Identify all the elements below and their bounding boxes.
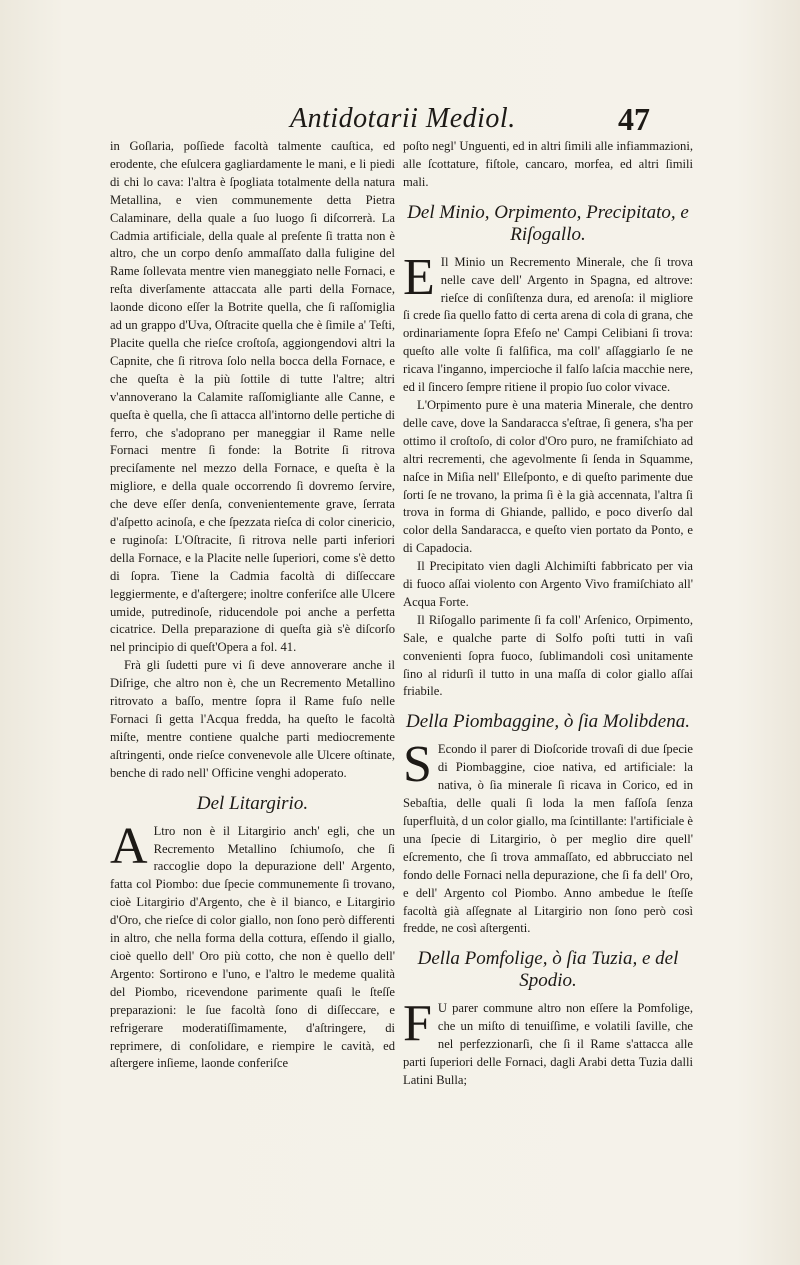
right-paragraph-5 xyxy=(403,736,693,938)
running-head xyxy=(0,101,800,141)
heading-piombaggine: Della Piombaggine, ò ſia Molibdena. xyxy=(406,711,690,733)
drop-cap: E xyxy=(403,248,435,306)
drop-cap: S xyxy=(403,736,432,794)
heading-minio: Del Minio, Orpimento, Precipitato, e Riſogallo. xyxy=(407,201,689,245)
right-paragraph-6-text: U parer commune altro non eſſere la Pomfolige, che un miſto di tenuiſſime, e volatili ſaville, che nel perfezzionarſi, che ſi il Rame s'attacca alle parti ſuperiori delle Fornaci, dagli Arabi detta Tuzia dalli Latini Bulla; xyxy=(403,1001,693,1087)
right-column xyxy=(403,138,693,1090)
left-paragraph-3-text: Ltro non è il Litargirio anch' egli, che un Recremento Metallino ſchiumoſo, che ſi raccoglie dopo la depurazione dell' Argento, fatta col Piombo: due ſpecie communemente ſi trovano, cioè Litargirio d'Argento, che è il bianco, e Litargirio d'Oro, che rieſce di color giallo, non ſono però differenti in altro, che nella forma della cottura, eſſendo il giallo, cioè quello dell' Oro più cotto, che non è quello dell' Argento: Sortirono e l'uno, e l'altro le medeme qualità del Piombo, ricevendone parimente quaſi le ſteſſe preparazioni: le ſue facoltà ſono di diſſeccare, e refrigerare moderatiſſimamente, d'aſtringere, di reprimere, di conſolidare, e riempire le cavità, ed aſtergere inſieme, laonde conferiſce xyxy=(110,823,395,1071)
heading-litargirio: Del Litargirio. xyxy=(196,792,309,814)
right-paragraph-3: Il Precipitato vien dagli Alchimiſti fabbricato per via di fuoco aſſai violento con Argento Vivo framiſchiato all' Acqua Forte. xyxy=(403,559,693,609)
right-paragraph-1 xyxy=(403,248,693,397)
left-paragraph-3 xyxy=(110,817,395,1074)
running-title: Antidotarii Mediol. xyxy=(290,103,516,134)
right-paragraph-4: Il Riſogallo parimente ſi fa coll' Arſenico, Orpimento, Sale, e qualche parte di Solfo poſti tutti in vaſi convenienti ſopra fuoco, ſublimandoli così unitamente ſino al ridurſi il tutto in una maſſa di color giallo aſſai friabile. xyxy=(403,612,693,699)
left-paragraph-2: Frà gli ſudetti pure vi ſi deve annoverare anche il Diſrige, che altro non è, che un Recremento Metallino ritrovato a baſſo, mentre ſopra il Rame fuſo nelle Fornaci ſi getta l'Acqua fredda, ha queſto le facoltà miſte, mentre contiene qualche parti mediocremente aſtringenti, onde rieſce convenevole alle Ulcere oſtinate, benche di rado nell' Officine venghi adoperato. xyxy=(110,658,395,780)
right-paragraph-6 xyxy=(403,995,693,1090)
drop-cap: A xyxy=(110,817,148,875)
right-paragraph-0: poſto negl' Unguenti, ed in altri ſimili alle infiammazioni, alle ſcottature, fiſtole, cancaro, morfea, ed altri ſimili mali. xyxy=(403,139,693,189)
right-paragraph-2: L'Orpimento pure è una materia Minerale, che dentro delle cave, dove la Sandaracca s'eſtrae, ſi genera, s'ha per ottimo il croſtoſo, di color d'Oro puro, ne framiſchiato ad altri recrementi, che agevolmente ſi ſenda in Squamme, naſce in Miſia nell' Elleſponto, e di queſto parimente due ſorti ſe ne trovano, la prima ſi è la già accennata, l'altra ſi trova in forma di Ghiande, pallido, e poco diverſo dal color della Sandaracca, e queſto vien portato da Ponto, e di Capadocia. xyxy=(403,397,693,556)
left-paragraph-1: in Goſlaria, poſſiede facoltà talmente cauſtica, ed erodente, che eſulcera gagliardamente le mani, e li piedi di chi lo cava: l'altra è ſpogliata totalmente della natura Metallina, e vien communemente detta Pietra Calaminare, della quale a ſuo luogo ſi diſcorrerà. La Cadmia artificiale, della quale al preſente ſi tratta non è altro, che un corpo denſo ammaſſato dalla fuligine del Rame ſollevata mentre vien maneggiato nelle Fornaci, e reſta diverſamente attaccata alle parti della Fornace, laonde dicono eſſer la Botrite quella, che ſi raſſomiglia ad un grappo d'Uva, Oſtracite quella che è ſimile a' Teſti, Placite quella che rieſce croſtoſa, aggiongendovi altri la Capnite, che ſi ritrova ſolo nella bocca della Fornace, e che queſta è la più ſottile di tutte l'altre; altri v'annoverano la Calamite raſſomigliante alle Canne, e queſta è quella, che ſi attacca all'intorno delle pertiche di ferro, che s'adoprano per maneggiar il Rame nelle Fornaci mentre ſi fonde: la Botrite ſi ritrova preciſamente nel mezzo della Fornace, e queſta è la migliore, e della quale occorrendo ſi dovremo ſervire, che deve eſſer denſa, convenientemente grave, ſerrata d'aſpetto acinoſa, e che ſpezzata rieſca di color cinericio, e ruginoſa: L'Oſtracite, ſi ritrova nelle parti inferiori della Fornace, e la Placite nelle ſuperiori, come s'è detto di ſopra. Tiene la Cadmia facoltà di diſſeccare leggiermente, e d'aſtergere; inoltre conferiſce alle Ulcere umide, putredinoſe, riducendole poi anche a perfetta cicatrice. Della preparazione di queſta già s'è diſcorſo nel principio di queſt'Opera a fol. 41. xyxy=(110,139,395,655)
right-paragraph-1-text: Il Minio un Recremento Minerale, che ſi trova nelle cave dell' Argento in Spagna, ed altrove: rieſce di conſiſtenza dura, ed arenoſa: il migliore ſi crede ſia quello fatto di certa arena di cola di grana, che ordinariamente ſopra Efeſo ne' Campi Celibiani ſi trova: queſto alle volte ſi falſifica, ma coll' aſſaggiarlo ſe ne ricava l'inganno, impercioche il falſo laſcia macchie nere, ed il ſincero ſempre ritiene il propio ſuo color vivace. xyxy=(403,254,693,395)
page-number: 47 xyxy=(618,101,650,137)
drop-cap: F xyxy=(403,995,432,1053)
left-column xyxy=(110,138,395,1073)
heading-pomfolige: Della Pomfolige, ò ſia Tuzia, e del Spodio. xyxy=(417,948,679,992)
right-paragraph-5-text: Econdo il parer di Dioſcoride trovaſi di due ſpecie di Piombaggine, cioe nativa, ed artificiale: la nativa, ò ſia minerale ſi ricava in Corico, ed in Sebaſtia, delle quali ſi loda la men faſſoſa ſenza ſuperfluità, d un color giallo, ma ſcintillante: l'artificiale è una ſpecie di Litargirio, ò per meglio dire quell' eſcremento, che ſi trova ammaſſato, ed abbrucciato nel fondo delle Fornaci nella depurazione, che ſi fa dell' Oro, e dell' Argento col Piombo. Anno ambedue le ſteſſe facoltà già aſſegnate al Litargirio non ſono però così fredde, ne così aſtergenti. xyxy=(403,742,693,936)
